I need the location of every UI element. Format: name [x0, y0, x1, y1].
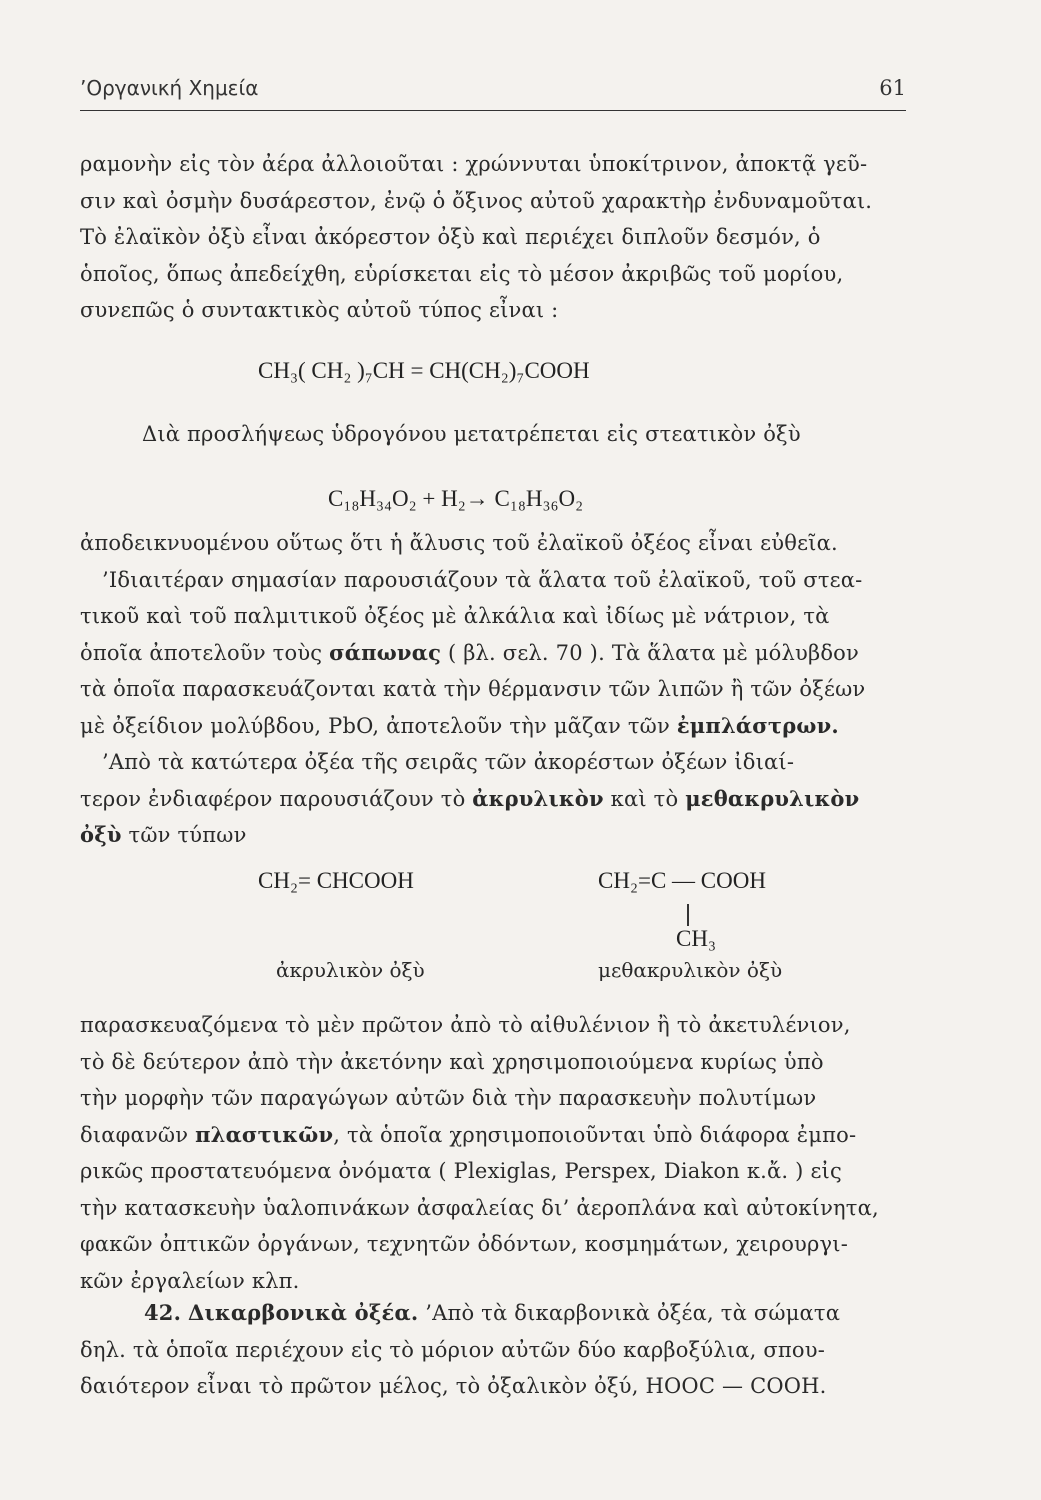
- paragraph-salts: [80, 525, 910, 854]
- term-plastics: πλαστικῶν: [195, 1121, 334, 1147]
- text-segment: μὲ ὀξείδιον μολύβδου, PbO, ἀποτελοῦν τὴν μᾶζαν τῶν: [80, 713, 677, 738]
- paragraph-preparation: [80, 1007, 910, 1299]
- text-line: τικοῦ καὶ τοῦ παλμιτικοῦ ὀξέος μὲ ἀλκάλια καὶ ἰδίως μὲ νάτριον, τὰ: [80, 604, 830, 628]
- page-header: [80, 72, 906, 111]
- text-line: κῶν ἐργαλείων κλπ.: [80, 1268, 300, 1293]
- text-line: τὸ δὲ δεύτερον ἀπὸ τὴν ἀκετόνην καὶ χρησιμοποιούμενα κυρίως ὑπὸ: [80, 1049, 824, 1074]
- text-line: παρασκευαζόμενα τὸ μὲν πρῶτον ἀπὸ τὸ αἰθυλένιον ἢ τὸ ἀκετυλένιον,: [80, 1013, 851, 1037]
- text-line: ρικῶς προστατευόμενα ὀνόματα ( Plexiglas, Perspex, Diakon κ.ἄ. ) εἰς: [80, 1159, 842, 1183]
- text-line: τὴν κατασκευὴν ὑαλοπινάκων ἀσφαλείας δι’ ἀεροπλάνα καὶ αὐτοκίνητα,: [80, 1195, 879, 1220]
- text-line-types: [80, 817, 910, 854]
- section-number: 42.: [144, 1300, 182, 1325]
- text-line: ’Απὸ τὰ κατώτερα ὀξέα τῆς σειρᾶς τῶν ἀκορέστων ὀξέων ἰδιαί-: [102, 750, 795, 774]
- text-line: δαιότερον εἶναι τὸ πρῶτον μέλος, τὸ ὀξαλικὸν ὀξύ, HOOC — COOH.: [80, 1374, 827, 1398]
- text-line: δηλ. τὰ ὁποῖα περιέχουν εἰς τὸ μόριον αὐτῶν δύο καρβοξύλια, σπου-: [80, 1337, 826, 1362]
- text-line: ὁποῖος, ὅπως ἀπεδείχθη, εὑρίσκεται εἰς τὸ μέσον ἀκριβῶς τοῦ μορίου,: [80, 261, 844, 286]
- section-title: Δικαρβονικὰ ὀξέα.: [188, 1300, 419, 1325]
- text-line: Διὰ προσλήψεως ὑδρογόνου μετατρέπεται εἰς στεατικὸν ὀξὺ: [142, 422, 801, 446]
- term-soaps: σάπωνας: [329, 639, 442, 665]
- text-line: ραμονὴν εἰς τὸν ἀέρα ἀλλοιοῦται : χρώννυται ὑποκίτρινον, ἀποκτᾷ γεῦ-: [80, 152, 868, 176]
- text-line: ἀποδεικνυομένου οὕτως ὅτι ἡ ἄλυσις τοῦ ἐλαϊκοῦ ὀξέος εἶναι εὐθεῖα.: [80, 531, 838, 555]
- term-plasters: ἐμπλάστρων.: [676, 712, 839, 738]
- section-heading-line: [80, 1295, 910, 1332]
- text-line-soaps: [80, 635, 910, 672]
- caption-methacrylic-acid: μεθακρυλικὸν ὀξὺ: [598, 958, 783, 982]
- term-methacrylic: μεθακρυλικὸν: [685, 785, 860, 811]
- text-segment: ὁποῖα ἀποτελοῦν τοὺς: [80, 640, 330, 665]
- text-line: σιν καὶ ὀσμὴν δυσάρεστον, ἐνῷ ὁ ὄξινος αὐτοῦ χαρακτὴρ ἐνδυναμοῦται.: [80, 188, 873, 213]
- text-segment: τερον ἐνδιαφέρον παρουσιάζουν τὸ: [80, 786, 473, 811]
- text-line: Τὸ ἐλαϊκὸν ὀξὺ εἶναι ἀκόρεστον ὀξὺ καὶ περιέχει διπλοῦν δεσμόν, ὁ: [80, 225, 821, 249]
- text-segment: ( βλ. σελ. 70 ). Τὰ ἅλατα μὲ μόλυβδον: [441, 640, 859, 665]
- text-line: φακῶν ὀπτικῶν ὀργάνων, τεχνητῶν ὀδόντων, κοσμημάτων, χειρουργι-: [80, 1232, 849, 1256]
- text-segment: καὶ τὸ: [603, 786, 686, 811]
- formula-hydrogenation: C₁₈H₃₄O₂ + H₂→ C₁₈H₃₆O₂: [328, 486, 584, 511]
- paragraph-hydrogenation: [142, 416, 912, 453]
- formula-methyl-group: CH₃: [676, 926, 716, 951]
- term-acrylic: ἀκρυλικὸν: [472, 785, 604, 811]
- text-line: συνεπῶς ὁ συντακτικὸς αὐτοῦ τύπος εἶναι :: [80, 298, 559, 322]
- text-segment: , τὰ ὁποῖα χρησιμοποιοῦνται ὑπὸ διάφορα ἐμπο-: [333, 1122, 857, 1147]
- term-acid: ὀξὺ: [80, 822, 122, 847]
- running-title: ’Οργανική Χημεία: [80, 76, 259, 100]
- formula-acrylic-acid: CH₂= CHCOOH: [258, 868, 414, 893]
- text-line: τὴν μορφὴν τῶν παραγώγων αὐτῶν διὰ τὴν παρασκευὴν πολυτίμων: [80, 1086, 817, 1110]
- text-line: τὰ ὁποῖα παρασκευάζονται κατὰ τὴν θέρμανσιν τῶν λιπῶν ἢ τῶν ὀξέων: [80, 677, 866, 701]
- page-number: 61: [879, 76, 906, 100]
- bond-line: [687, 904, 689, 926]
- text-segment: ’Απὸ τὰ δικαρβονικὰ ὀξέα, τὰ σώματα: [418, 1301, 841, 1325]
- text-segment: διαφανῶν: [80, 1122, 196, 1147]
- paragraph-oleic-intro: [80, 146, 910, 329]
- text-line: ’Ιδιαιτέραν σημασίαν παρουσιάζουν τὰ ἅλατα τοῦ ἐλαϊκοῦ, τοῦ στεα-: [102, 567, 863, 592]
- caption-acrylic-acid: ἀκρυλικὸν ὀξὺ: [276, 958, 425, 982]
- section-42: [80, 1295, 910, 1405]
- text-segment: τῶν τύπων: [121, 823, 247, 847]
- text-line-plastics: [80, 1117, 910, 1154]
- text-line-plasters: [80, 708, 910, 745]
- formula-oleic-acid: CH₃( CH₂ )₇CH = CH(CH₂)₇COOH: [258, 358, 590, 383]
- formula-methacrylic-acid: CH₂=C — COOH: [598, 868, 766, 893]
- text-line-acrylic: [80, 781, 910, 818]
